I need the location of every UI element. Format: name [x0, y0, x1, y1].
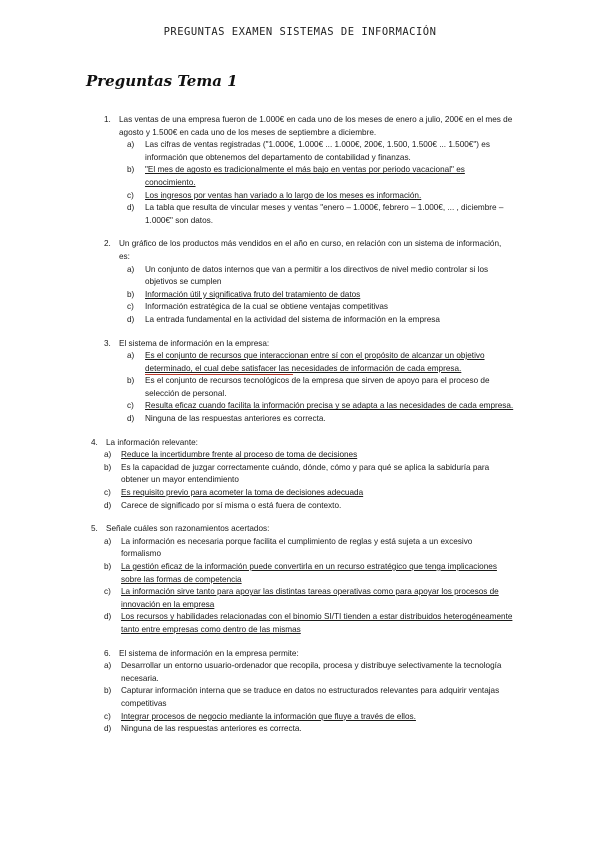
question-number: 3. [104, 338, 111, 348]
option-d [0, 500, 600, 513]
option-letter: d) [127, 314, 135, 324]
option-letter: a) [127, 264, 135, 274]
option-c [0, 301, 600, 314]
red-pen-mark [145, 374, 293, 375]
option-letter: a) [127, 140, 135, 150]
option-c [0, 586, 600, 611]
option-letter: c) [104, 488, 111, 498]
option-letter: b) [127, 289, 135, 299]
option-letter: a) [104, 450, 112, 460]
option-letter: b) [104, 562, 112, 571]
option-text-selected: "El mes de agosto es tradicionalmente el más bajo en ventas por periodo vacacional" es conocimiento. [145, 165, 465, 187]
question-number: 2. [104, 239, 111, 249]
option-text: Las cifras de ventas registradas ("1.000€, 1.000€ ... 1.000€, 200€, 1.500, 1.500€ ... 1.500€") es información que obtenemos del departamento de contabilidad y finanzas. [145, 140, 490, 162]
option-text-selected: Información útil y significativa fruto del tratamiento de datos [145, 289, 361, 299]
option-d [0, 314, 600, 327]
option-letter: d) [127, 414, 135, 424]
option-text: Es la capacidad de juzgar correctamente cuándo, dónde, cómo y para qué se aplica la sabiduría para obtener un mayor entendimiento [121, 462, 490, 485]
question-number: 4. [91, 437, 98, 447]
option-letter: b) [104, 462, 112, 472]
question-text: La información relevante: [106, 437, 198, 447]
option-letter: c) [127, 302, 134, 312]
option-a [0, 139, 600, 164]
option-a [0, 449, 600, 462]
option-d [0, 202, 600, 227]
option-text-selected: Es requisito previo para acometer la toma de decisiones adecuada [121, 488, 364, 498]
option-letter: c) [127, 190, 134, 200]
option-letter: a) [127, 351, 135, 361]
question-number: 5. [91, 524, 98, 534]
option-text: La tabla que resulta de vincular meses y ventas "enero – 1.000€, febrero – 1.000€, ... , diciembre – 1.000€" son datos. [145, 203, 504, 225]
question-text: El sistema de información en la empresa: [119, 338, 270, 348]
option-letter: a) [104, 661, 112, 671]
option-c [0, 400, 600, 413]
option-letter: d) [104, 500, 112, 510]
option-text: La información es necesaria porque facilita el cumplimiento de reglas y está sujeta a un excesivo formalismo [121, 536, 473, 559]
option-a [0, 350, 600, 375]
option-b [0, 685, 600, 710]
question-text: Las ventas de una empresa fueron de 1.000€ en cada uno de los meses de enero a julio, 200€ en el mes de agosto y 1.500€ en cada uno de los meses de septiembre a diciembre. [119, 115, 513, 137]
option-d [0, 413, 600, 426]
option-text: Capturar información interna que se traduce en datos no estructurados relevantes para adquirir ventajas competitivas [121, 686, 500, 708]
question-text: El sistema de información en la empresa permite: [119, 648, 299, 658]
option-c [0, 711, 600, 724]
option-text: Información estratégica de la cual se obtiene ventajas competitivas [145, 302, 389, 312]
option-c [0, 190, 600, 203]
option-b [0, 164, 600, 189]
document-title: PREGUNTAS EXAMEN SISTEMAS DE INFORMACIÓN [163, 26, 437, 38]
option-text-selected: Los recursos y habilidades relacionadas con el binomio SI/TI tienden a estar distribuidos heterogéneamente tanto entre empresas como dentro de las mismas [121, 612, 513, 634]
question-list [0, 114, 600, 747]
option-text: Carece de significado por sí misma o está fuera de contexto. [121, 500, 342, 510]
option-letter: b) [127, 165, 135, 175]
option-letter: c) [104, 711, 111, 721]
option-text-selected: La gestión eficaz de la información puede convertirla en un recurso estratégico que tenga implicaciones sobre las formas de competencia [121, 562, 497, 584]
option-d [0, 611, 600, 636]
option-text-selected: Es el conjunto de recursos que interaccionan entre sí con el propósito de alcanzar un objetivo determinado, el cual debe satisfacer las necesidades de información de cada empresa. [145, 351, 485, 373]
section-title: Preguntas Tema 1 [86, 72, 238, 90]
question-4 [0, 437, 600, 513]
option-text: La entrada fundamental en la actividad del sistema de información en la empresa [145, 314, 440, 324]
question-number: 6. [104, 648, 111, 658]
option-letter: b) [127, 376, 135, 386]
option-text-selected: Integrar procesos de negocio mediante la información que fluye a través de ellos. [121, 711, 416, 721]
option-text: Ninguna de las respuestas anteriores es correcta. [121, 724, 302, 734]
option-text: Un conjunto de datos internos que van a permitir a los directivos de nivel medio controlar si los objetivos se cumplen [145, 264, 489, 287]
question-5 [0, 523, 600, 636]
option-a [0, 660, 600, 685]
question-6 [0, 648, 600, 736]
option-text-selected: Reduce la incertidumbre frente al proceso de toma de decisiones [121, 450, 358, 460]
option-letter: c) [104, 587, 111, 597]
option-c [0, 487, 600, 500]
option-letter: d) [104, 724, 112, 734]
option-d [0, 723, 600, 736]
option-a [0, 536, 600, 561]
option-b [0, 462, 600, 487]
option-b [0, 289, 600, 302]
question-1 [0, 114, 600, 227]
option-text-selected: Resulta eficaz cuando facilita la información precisa y se adapta a las necesidades de cada empresa. [145, 401, 514, 411]
option-text-selected: La información sirve tanto para apoyar las distintas tareas operativas como para apoyar los procesos de innovación en la empresa [121, 587, 499, 609]
option-text: Ninguna de las respuestas anteriores es correcta. [145, 414, 326, 424]
option-letter: d) [104, 612, 112, 622]
option-letter: c) [127, 401, 134, 411]
question-number: 1. [104, 115, 111, 124]
option-text: Desarrollar un entorno usuario-ordenador que recopila, procesa y distribuye selectivamente la tecnología necesaria. [121, 661, 502, 683]
option-text-selected: Los ingresos por ventas han variado a lo largo de los meses es información. [145, 190, 422, 200]
option-b [0, 561, 600, 586]
option-letter: d) [127, 203, 135, 213]
option-letter: a) [104, 536, 112, 546]
option-text: Es el conjunto de recursos tecnológicos de la empresa que sirven de apoyo para el proceso de selección de personal. [145, 376, 490, 398]
option-letter: b) [104, 686, 112, 696]
option-b [0, 375, 600, 400]
question-text: Un gráfico de los productos más vendidos en el año en curso, en relación con un sistema de información, es: [119, 239, 502, 261]
question-text: Señale cuáles son razonamientos acertados: [106, 524, 270, 534]
question-2 [0, 238, 600, 326]
question-3 [0, 338, 600, 426]
option-a [0, 264, 600, 289]
